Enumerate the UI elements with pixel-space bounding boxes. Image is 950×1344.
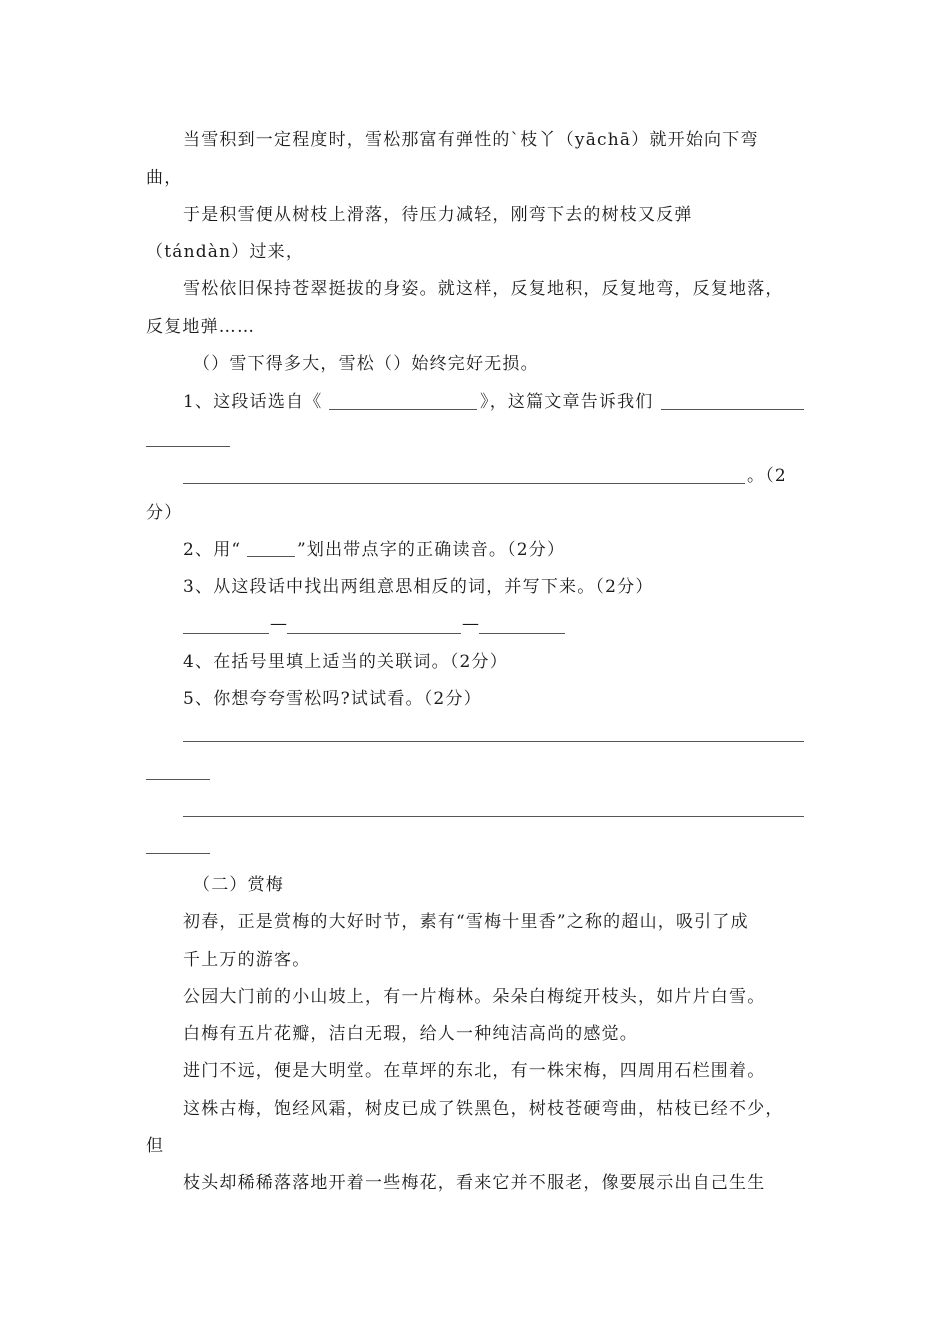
- text-line: （tándàn）过来，: [146, 242, 305, 262]
- text-line: （）雪下得多大，雪松（）始终完好无损。: [193, 354, 539, 374]
- text-line: 但: [146, 1136, 165, 1156]
- answer-blank-line: [661, 409, 804, 410]
- answer-blank-line: [146, 446, 230, 447]
- text-line: 公园大门前的小山坡上，有一片梅林。朵朵白梅绽开枝头，如片片白雪。: [183, 987, 766, 1007]
- text-line: 于是积雪便从树枝上滑落，待压力减轻，刚弯下去的树枝又反弹: [183, 205, 693, 225]
- text-line: 初春，正是赏梅的大好时节，素有“雪梅十里香”之称的超山，吸引了成: [183, 912, 749, 932]
- answer-blank-line: [146, 779, 210, 780]
- text-line: 反复地弹……: [146, 317, 256, 337]
- question-5-text: 5、你想夸夸雪松吗?试试看。（2分）: [183, 689, 482, 709]
- question-1-prefix: 1、这段话选自《: [183, 392, 323, 412]
- text-line: 雪松依旧保持苍翠挺拔的身姿。就这样，反复地积，反复地弯，反复地落，: [183, 279, 784, 299]
- text-line: 枝头却稀稀落落地开着一些梅花，看来它并不服老，像要展示出自己生生: [183, 1173, 766, 1193]
- answer-blank-line: [479, 633, 565, 634]
- answer-blank-line: [287, 633, 461, 634]
- question-2-text: ”划出带点字的正确读音。（2分）: [297, 540, 566, 560]
- answer-blank-line: [183, 816, 804, 817]
- text-line: 这株古梅，饱经风霜，树皮已成了铁黑色，树枝苍硬弯曲，枯枝已经不少，: [183, 1099, 784, 1119]
- question-2-prefix: 2、用“: [183, 540, 242, 560]
- text-line: 进门不远，便是大明堂。在草坪的东北，有一株宋梅，四周用石栏围着。: [183, 1061, 766, 1081]
- answer-blank-line: [146, 853, 210, 854]
- text-line: 当雪积到一定程度时，雪松那富有弹性的`枝丫（yāchā）就开始向下弯: [183, 130, 759, 150]
- answer-blank-line: [183, 741, 804, 742]
- text-line: 千上万的游客。: [183, 950, 311, 970]
- text-line: 曲，: [146, 168, 183, 188]
- question-3-text: 3、从这段话中找出两组意思相反的词，并写下来。（2分）: [183, 577, 654, 597]
- question-1-middle: 》，这篇文章告诉我们: [480, 392, 654, 412]
- dash-separator: —: [462, 614, 481, 634]
- underline-sample: [247, 556, 295, 557]
- answer-blank-line: [183, 483, 745, 484]
- answer-blank-title: [329, 409, 477, 410]
- section-heading: （二）赏梅: [193, 875, 284, 895]
- question-4-text: 4、在括号里填上适当的关联词。（2分）: [183, 652, 508, 672]
- answer-blank-line: [183, 633, 269, 634]
- dash-separator: —: [270, 614, 289, 634]
- text-line: 白梅有五片花瓣，洁白无瑕，给人一种纯洁高尚的感觉。: [183, 1024, 638, 1044]
- score-label: 。（2: [747, 466, 787, 486]
- score-label: 分）: [146, 503, 183, 523]
